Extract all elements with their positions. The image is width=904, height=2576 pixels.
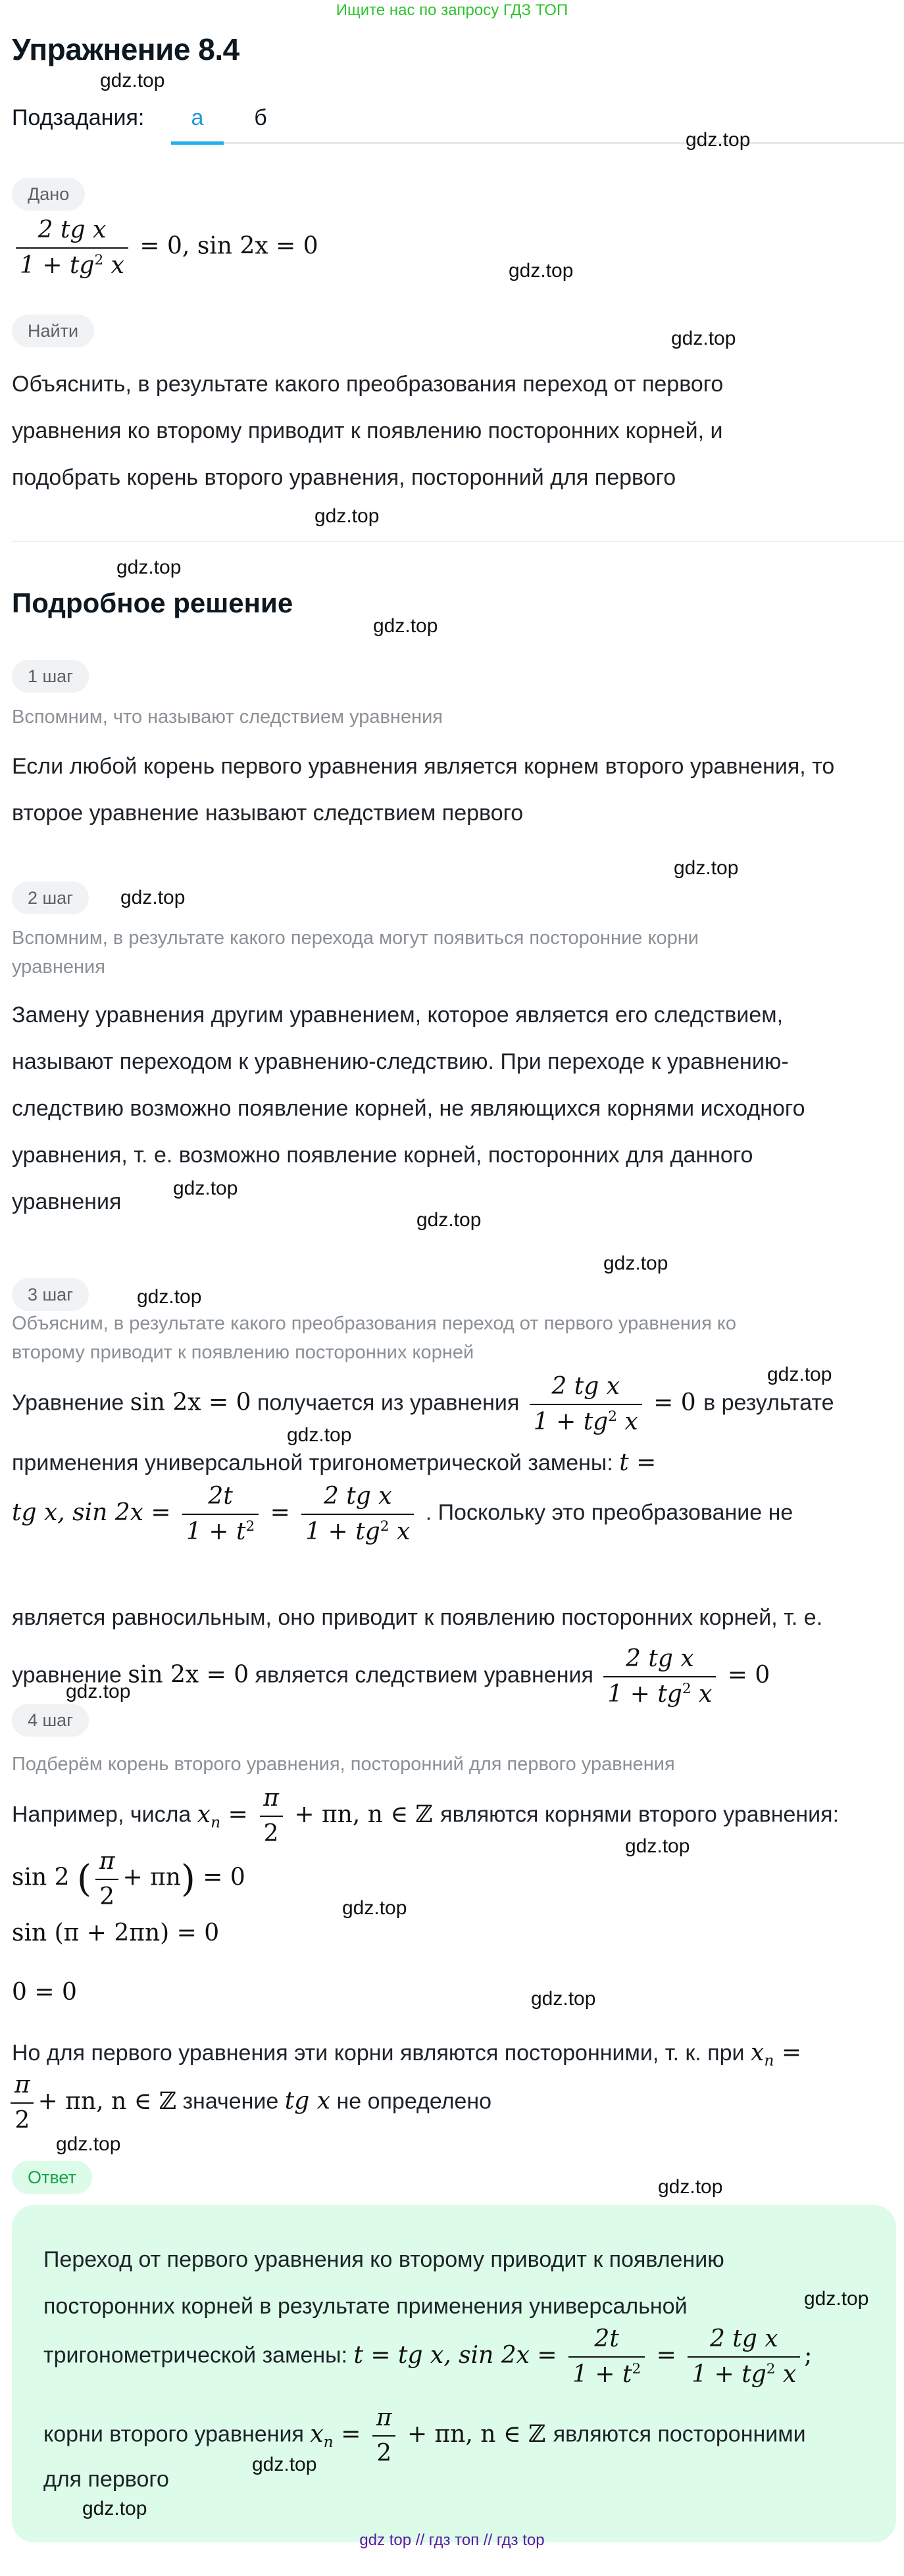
text: Например, числа — [12, 1802, 191, 1827]
equals: = — [656, 2341, 676, 2369]
step-4-badge: 4 шаг — [12, 1704, 89, 1737]
fraction-numerator: 2 tg x — [323, 1483, 392, 1510]
math-inline: sin 2x = 0 — [128, 1661, 249, 1689]
variable: x — [751, 2039, 765, 2066]
step-1-hint: Вспомним, что называют следствием уравнения — [12, 706, 443, 728]
step-2-badge: 2 шаг — [12, 881, 89, 914]
fraction-numerator: π — [99, 1848, 115, 1875]
watermark: gdz.top — [674, 857, 739, 879]
fraction-denominator: 2 — [260, 1816, 283, 1847]
variable: x — [197, 1800, 211, 1828]
text: . Поскольку это преобразование не — [425, 1500, 793, 1525]
math-inline: sin 2 — [12, 1864, 70, 1891]
watermark: gdz.top — [509, 260, 574, 282]
watermark: gdz.top — [531, 1988, 596, 2010]
answer-line-5: для первого — [43, 2467, 169, 2492]
answer-badge: Ответ — [12, 2161, 92, 2194]
active-tab-indicator — [171, 141, 224, 145]
fraction-numerator: 2t — [594, 2325, 619, 2352]
fraction-numerator: 2 tg x — [551, 1373, 620, 1400]
find-line: уравнения ко второму приводит к появлению посторонних корней, и — [12, 418, 723, 443]
text: значение — [182, 2089, 279, 2114]
find-line: Объяснить, в результате какого преобразования переход от первого — [12, 372, 724, 397]
hint-line: Объясним, в результате какого преобразования переход от первого уравнения ко — [12, 1313, 737, 1334]
text: Уравнение — [12, 1390, 124, 1416]
text: являются посторонними — [553, 2421, 806, 2447]
fraction-denominator: 2 — [11, 2102, 34, 2134]
tab-b[interactable]: б — [254, 105, 267, 130]
step-line: второе уравнение называют следствием первого — [12, 801, 524, 826]
watermark: gdz.top — [120, 887, 186, 908]
answer-line: Переход от первого уравнения ко второму приводит к появлению — [43, 2247, 724, 2272]
step-4-line-1 — [12, 1785, 839, 1846]
math-inline: = 0 — [727, 1661, 770, 1689]
subscript: n — [323, 2432, 334, 2451]
subscript: n — [764, 2051, 774, 2070]
step-line: Замену уравнения другим уравнением, которое является его следствием, — [12, 1003, 784, 1028]
fraction-denominator: 1 + tg — [691, 2360, 766, 2388]
exponent: 2 — [766, 2360, 776, 2377]
hint-line: уравнения — [12, 956, 105, 978]
text: получается из уравнения — [257, 1390, 520, 1416]
find-line: подобрать корень второго уравнения, посторонний для первого — [12, 465, 676, 490]
fraction-numerator: 2 tg x — [626, 1645, 694, 1672]
math-inline: = 0 — [203, 1864, 245, 1891]
exponent: 2 — [94, 251, 104, 268]
tab-track — [171, 142, 904, 144]
given-badge: Дано — [12, 178, 85, 211]
exponent: 2 — [245, 1518, 255, 1535]
fraction-numerator: π — [14, 2071, 30, 2098]
watermark: gdz.top — [287, 1424, 352, 1446]
watermark: gdz.top — [314, 505, 380, 527]
watermark: gdz.top — [173, 1177, 238, 1199]
step-1-badge: 1 шаг — [12, 660, 89, 693]
watermark: gdz.top — [116, 557, 182, 578]
fraction-numerator: π — [263, 1785, 279, 1812]
text: корни второго уравнения — [43, 2421, 304, 2447]
hint-line: Вспомним, в результате какого перехода могут появиться посторонние корни — [12, 928, 699, 949]
variable: x — [389, 1518, 411, 1545]
watermark: gdz.top — [100, 70, 165, 91]
paren-open: ( — [76, 1858, 91, 1901]
page-title: Упражнение 8.4 — [12, 32, 239, 66]
answer-line: посторонних корней в результате применения универсальной — [43, 2294, 688, 2319]
math-inline: + πn, n ∈ ℤ — [294, 1800, 433, 1828]
step-3-line-4: является равносильным, оно приводит к появлению посторонних корней, т. е. — [12, 1605, 823, 1630]
solution-title: Подробное решение — [12, 587, 293, 618]
text: в результате — [703, 1390, 834, 1416]
math-inline: sin 2x = 0 — [130, 1389, 251, 1416]
subtasks-label: Подзадания: — [12, 105, 145, 130]
step-4-line-5 — [12, 2039, 801, 2069]
fraction-denominator: 1 + t — [572, 2360, 632, 2388]
equals: = — [774, 2039, 802, 2066]
step-4-line-6 — [7, 2072, 491, 2133]
step-2-text — [12, 992, 893, 1226]
watermark: gdz.top — [686, 129, 751, 151]
step-3-hint — [12, 1309, 893, 1367]
formula-tail: = 0, sin 2x = 0 — [139, 232, 318, 260]
step-4-eq-3: 0 = 0 — [12, 1979, 77, 2006]
footer-links[interactable]: gdz top // гдз топ // гдз top — [359, 2531, 545, 2549]
variable: x — [103, 251, 124, 279]
step-1-text — [12, 743, 893, 837]
watermark: gdz.top — [625, 1835, 690, 1857]
answer-line-4 — [43, 2405, 806, 2466]
variable: x — [616, 1408, 638, 1435]
step-3-line-2 — [12, 1449, 656, 1476]
math-inline: + πn, n ∈ ℤ — [407, 2420, 546, 2448]
step-3-line-1 — [12, 1374, 834, 1435]
watermark: gdz.top — [56, 2133, 121, 2155]
step-line: уравнения, т. е. возможно появление корней, посторонних для данного — [12, 1143, 753, 1168]
watermark: gdz.top — [342, 1897, 407, 1919]
fraction-denominator: 1 + tg — [305, 1518, 380, 1545]
watermark: gdz.top — [66, 1681, 131, 1702]
fraction-numerator: 2 tg x — [38, 216, 107, 243]
step-line: следствию возможно появление корней, не являющихся корнями исходного — [12, 1096, 805, 1121]
hint-line: второму приводит к появлению посторонних корней — [12, 1342, 474, 1363]
equals: = — [220, 1800, 248, 1828]
step-4-hint: Подберём корень второго уравнения, посторонний для первого уравнения — [12, 1754, 675, 1775]
subtasks-tabs — [12, 105, 904, 147]
watermark: gdz.top — [658, 2176, 723, 2198]
fraction-denominator: 1 + tg — [607, 1680, 682, 1708]
text: Но для первого уравнения эти корни являются посторонними, т. к. при — [12, 2041, 745, 2066]
watermark: gdz.top — [373, 615, 438, 637]
answer-line-3 — [43, 2326, 812, 2387]
text: являются корнями второго уравнения: — [440, 1802, 840, 1827]
math-inline: = 0 — [653, 1389, 696, 1416]
search-banner[interactable]: Ищите нас по запросу ГДЗ ТОП — [336, 1, 568, 19]
step-line: называют переходом к уравнению-следствию. При переходе к уравнению- — [12, 1049, 789, 1074]
step-2-hint — [12, 924, 893, 981]
exponent: 2 — [682, 1680, 691, 1697]
variable: x — [775, 2360, 797, 2388]
watermark: gdz.top — [82, 2498, 147, 2519]
text: является следствием уравнения — [255, 1662, 593, 1688]
fraction-denominator: 2 — [372, 2435, 395, 2467]
fraction-denominator: 1 + tg — [20, 251, 95, 279]
step-line: уравнения — [12, 1189, 122, 1214]
variable: x — [691, 1680, 713, 1708]
math-inline: tg x, sin 2x = — [12, 1499, 171, 1526]
step-4-eq-1 — [12, 1848, 245, 1910]
watermark: gdz.top — [252, 2454, 317, 2475]
fraction-denominator: 1 + t — [186, 1518, 246, 1545]
math-inline: + πn, n ∈ ℤ — [38, 2087, 177, 2115]
semicolon: ; — [804, 2341, 813, 2369]
math-inline: t = tg x, sin 2x = — [353, 2341, 557, 2369]
watermark: gdz.top — [137, 1286, 202, 1308]
paren-close: ) — [180, 1858, 195, 1901]
section-divider — [12, 541, 904, 542]
answer-text — [43, 2237, 879, 2330]
step-3-badge: 3 шаг — [12, 1278, 89, 1311]
step-line: Если любой корень первого уравнения является корнем второго уравнения, то — [12, 754, 835, 779]
fraction-numerator: 2 tg x — [709, 2325, 778, 2352]
watermark: gdz.top — [416, 1209, 482, 1231]
math-inline: t = — [619, 1449, 657, 1476]
step-3-line-3 — [12, 1483, 793, 1545]
subscript: n — [211, 1812, 221, 1831]
watermark: gdz.top — [767, 1364, 832, 1385]
math-inline: + πn — [122, 1864, 181, 1891]
fraction-denominator: 1 + tg — [533, 1408, 609, 1435]
fraction-denominator: 2 — [95, 1879, 118, 1910]
watermark: gdz.top — [603, 1252, 668, 1274]
given-formula — [12, 217, 318, 278]
tab-a[interactable]: а — [191, 105, 204, 130]
equals: = — [270, 1499, 290, 1526]
math-inline: tg x — [284, 2087, 331, 2115]
exponent: 2 — [380, 1518, 389, 1535]
text: применения универсальной тригонометрической замены: — [12, 1450, 613, 1475]
find-badge: Найти — [12, 314, 94, 347]
fraction-numerator: π — [376, 2404, 392, 2431]
watermark: gdz.top — [671, 328, 736, 349]
text: тригонометрической замены: — [43, 2342, 348, 2368]
variable: x — [310, 2420, 324, 2448]
text: не определено — [336, 2089, 492, 2114]
fraction-numerator: 2t — [208, 1483, 233, 1510]
text: уравнение — [12, 1662, 122, 1688]
exponent: 2 — [608, 1408, 617, 1425]
find-text — [12, 361, 893, 501]
exponent: 2 — [632, 2360, 641, 2377]
equals: = — [333, 2420, 361, 2448]
step-4-eq-2: sin (π + 2πn) = 0 — [12, 1920, 220, 1946]
watermark: gdz.top — [804, 2288, 869, 2310]
